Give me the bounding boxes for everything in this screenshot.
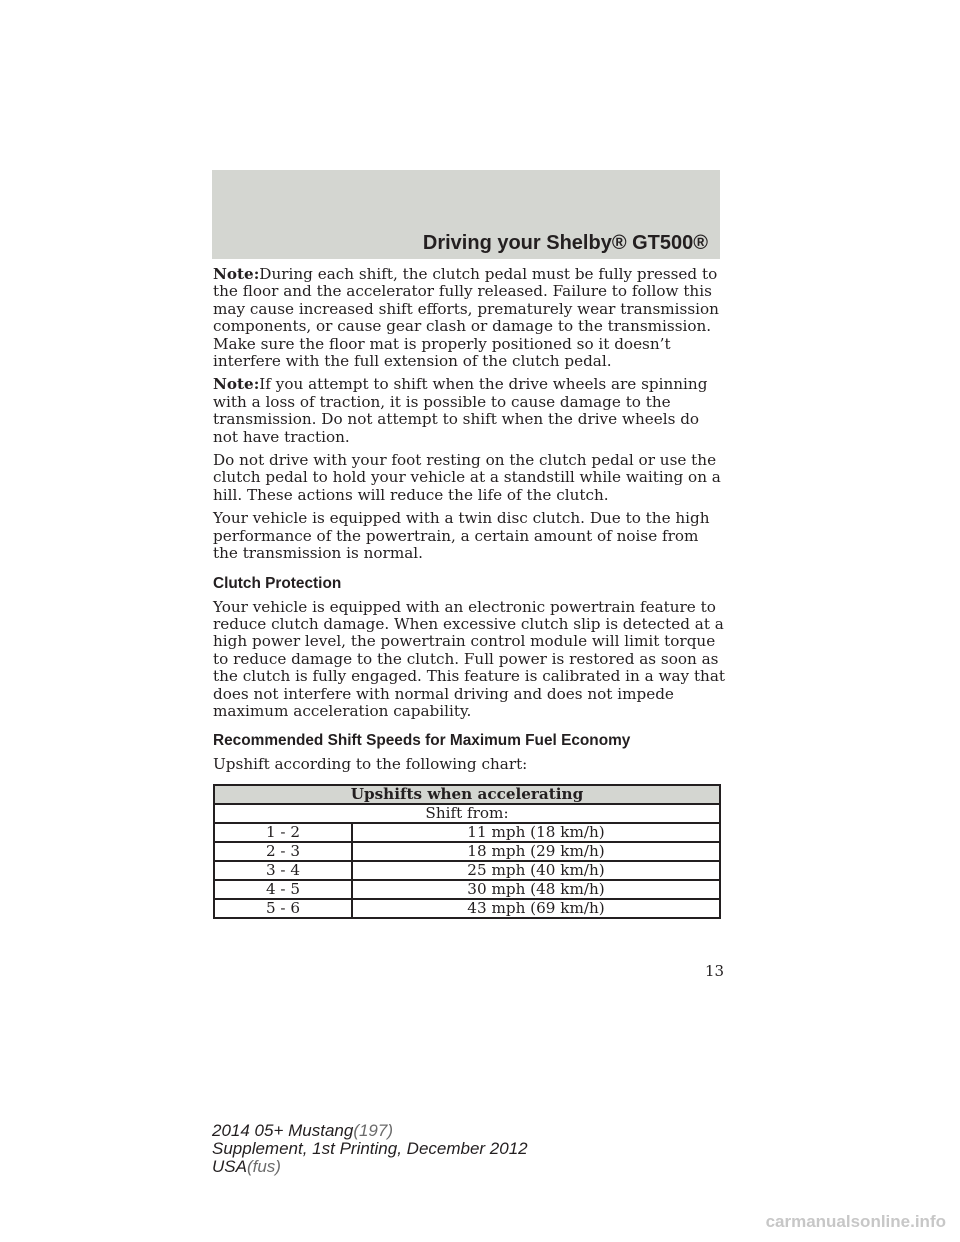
footer-market: USA — [212, 1157, 247, 1176]
shift-speeds-heading: Recommended Shift Speeds for Maximum Fuel Economy — [213, 732, 631, 750]
speed-cell: 11 mph (18 km/h) — [352, 823, 720, 842]
note-paragraph-2 — [213, 376, 725, 446]
speed-cell: 25 mph (40 km/h) — [352, 861, 720, 880]
body-paragraph: Your vehicle is equipped with an electronic powertrain feature to reduce clutch damage. When excessive clutch slip is detected at a high power level, the powertrain control module will limit torque to reduce damage to the clutch. Full power is restored as soon as the clutch is fully engaged. This feature is calibrated in a way that does not interfere with normal driving and does not impede maximum acceleration capability. — [213, 597, 725, 720]
footer-line-1 — [212, 1122, 528, 1140]
footer-model: 2014 05+ Mustang — [212, 1121, 354, 1140]
page-body — [213, 266, 725, 919]
gear-cell: 5 - 6 — [214, 899, 352, 918]
speed-cell: 18 mph (29 km/h) — [352, 842, 720, 861]
footer-line-2: Supplement, 1st Printing, December 2012 — [212, 1139, 528, 1158]
speed-cell: 30 mph (48 km/h) — [352, 880, 720, 899]
table-header-row — [214, 785, 720, 804]
table-row — [214, 880, 720, 899]
gear-cell: 3 - 4 — [214, 861, 352, 880]
table-row — [214, 823, 720, 842]
table-row — [214, 861, 720, 880]
footer-market-code: (fus) — [246, 1157, 281, 1176]
watermark: carmanualsonline.info — [765, 1212, 946, 1231]
table-header-cell: Upshifts when accelerating — [214, 785, 720, 804]
table-subheader-cell: Shift from: — [214, 804, 720, 823]
gear-cell: 2 - 3 — [214, 842, 352, 861]
body-paragraph: Your vehicle is equipped with a twin disc clutch. Due to the high performance of the powertrain, a certain amount of noise from the transmission is normal. — [213, 509, 710, 563]
note-paragraph-1 — [213, 266, 725, 370]
document-footer — [212, 1122, 528, 1176]
speed-cell: 43 mph (69 km/h) — [352, 899, 720, 918]
clutch-protection-heading: Clutch Protection — [213, 574, 342, 592]
gear-cell: 1 - 2 — [214, 823, 352, 842]
footer-line-3 — [212, 1158, 528, 1176]
body-paragraph: Upshift according to the following chart: — [213, 755, 528, 774]
note-text: If you attempt to shift when the drive wheels are spinning with a loss of traction, it is possible to cause damage to the transmission. Do not attempt to shift when the drive wheels do not have traction. — [213, 375, 708, 446]
body-paragraph: Do not drive with your foot resting on the clutch pedal or use the clutch pedal to hold your vehicle at a standstill while waiting on a hill. These actions will reduce the life of the clutch. — [213, 451, 721, 504]
gear-cell: 4 - 5 — [214, 880, 352, 899]
shift-speeds-table — [213, 784, 721, 919]
table-row — [214, 899, 720, 918]
section-header-band — [212, 170, 720, 259]
page-number: 13 — [705, 962, 725, 980]
note-text: During each shift, the clutch pedal must be fully pressed to the floor and the accelerator fully released. Failure to follow this may cause increased shift efforts, prematurely wear transmission components, or cause gear clash or damage to the transmission. Make sure the floor mat is properly positioned so it doesn’t interfere with the full extension of the clutch pedal. — [213, 265, 719, 371]
footer-code: (197) — [353, 1121, 393, 1140]
table-row — [214, 842, 720, 861]
note-label: Note: — [213, 375, 260, 394]
table-subheader-row — [214, 804, 720, 823]
section-title: Driving your Shelby® GT500® — [422, 232, 708, 254]
note-label: Note: — [213, 265, 260, 283]
